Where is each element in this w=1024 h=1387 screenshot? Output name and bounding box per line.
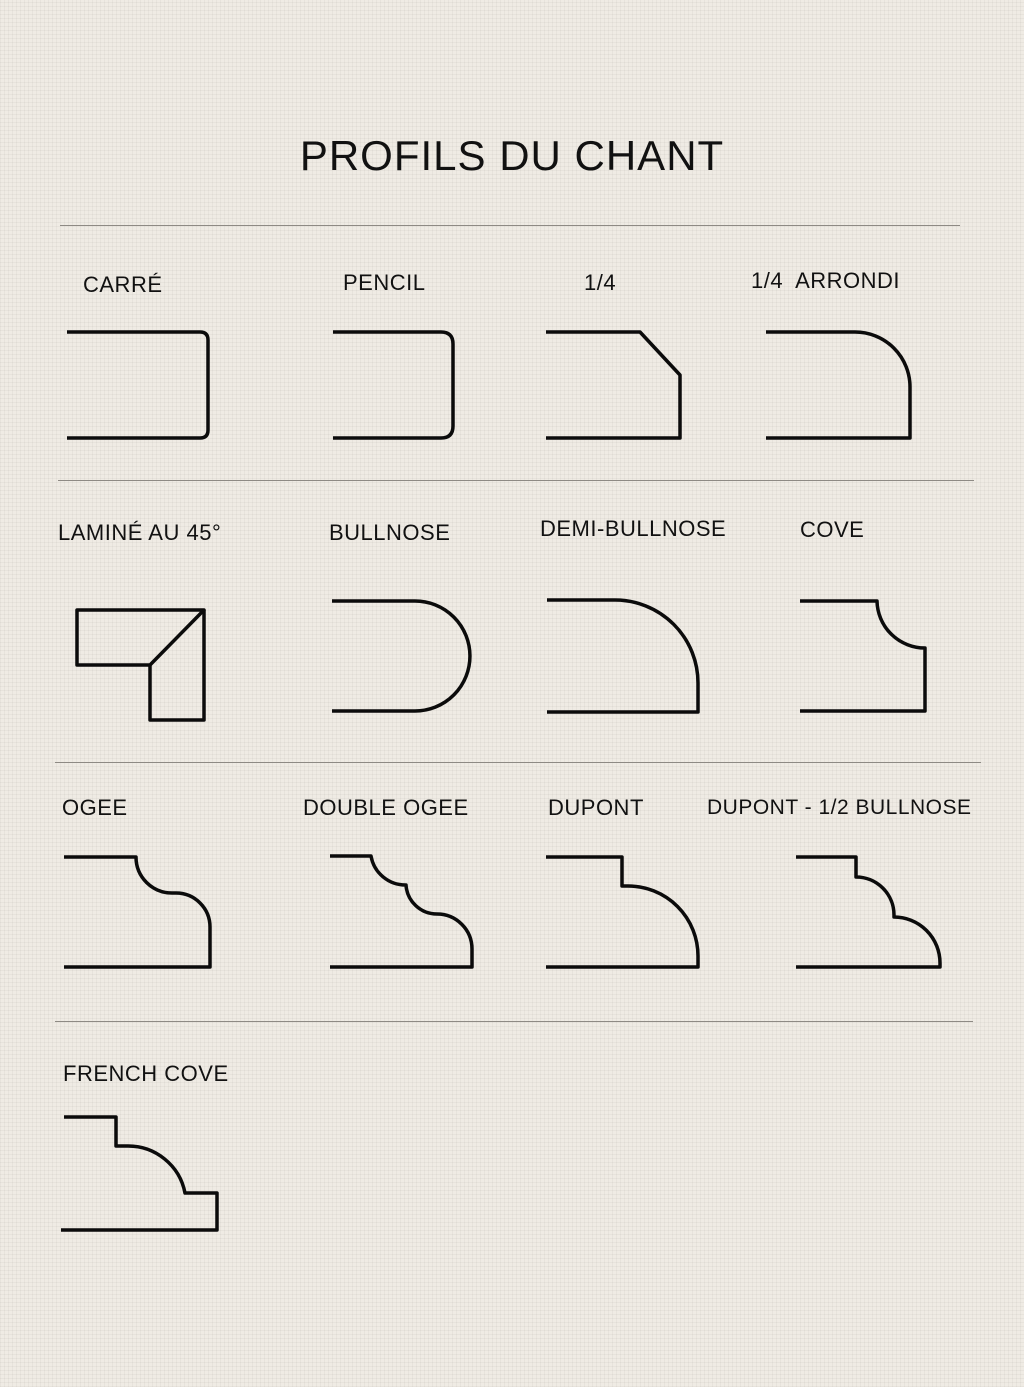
profile-label-demi-bullnose: DEMI-BULLNOSE [540, 516, 727, 541]
profile-label-bullnose: BULLNOSE [329, 520, 451, 545]
profile-shape-cove [800, 601, 925, 711]
profile-shape-ogee [64, 857, 210, 967]
profile-shape-quarter [546, 332, 680, 438]
profile-label-carre: CARRÉ [83, 272, 163, 297]
profile-shape-double-ogee [330, 856, 472, 967]
profile-shape-pencil [333, 332, 453, 438]
page-title: PROFILS DU CHANT [299, 132, 725, 179]
profile-shape-dupont [546, 857, 698, 967]
profile-shape-lamine-45-top [77, 610, 204, 665]
profile-label-pencil: PENCIL [343, 270, 426, 295]
profile-shape-lamine-45-side [150, 610, 204, 720]
profile-label-dupont-half-bullnose: DUPONT - 1/2 BULLNOSE [707, 796, 972, 819]
profile-label-quarter-arrondi: 1/4 ARRONDI [751, 268, 901, 293]
profile-label-lamine-45: LAMINÉ AU 45° [58, 520, 222, 545]
profile-label-cove: COVE [800, 517, 865, 542]
profile-shape-bullnose [332, 601, 470, 711]
profile-shape-dupont-half-bullnose [796, 857, 940, 967]
profile-shape-french-cove [61, 1117, 217, 1230]
profile-label-french-cove: FRENCH COVE [63, 1061, 229, 1086]
profile-shape-carre [67, 332, 208, 438]
profile-label-quarter: 1/4 [584, 270, 617, 295]
profile-label-dupont: DUPONT [548, 795, 644, 820]
profile-label-double-ogee: DOUBLE OGEE [303, 795, 469, 820]
profile-label-ogee: OGEE [62, 795, 128, 820]
profile-shape-quarter-arrondi [766, 332, 910, 438]
profile-shape-demi-bullnose [547, 600, 698, 712]
